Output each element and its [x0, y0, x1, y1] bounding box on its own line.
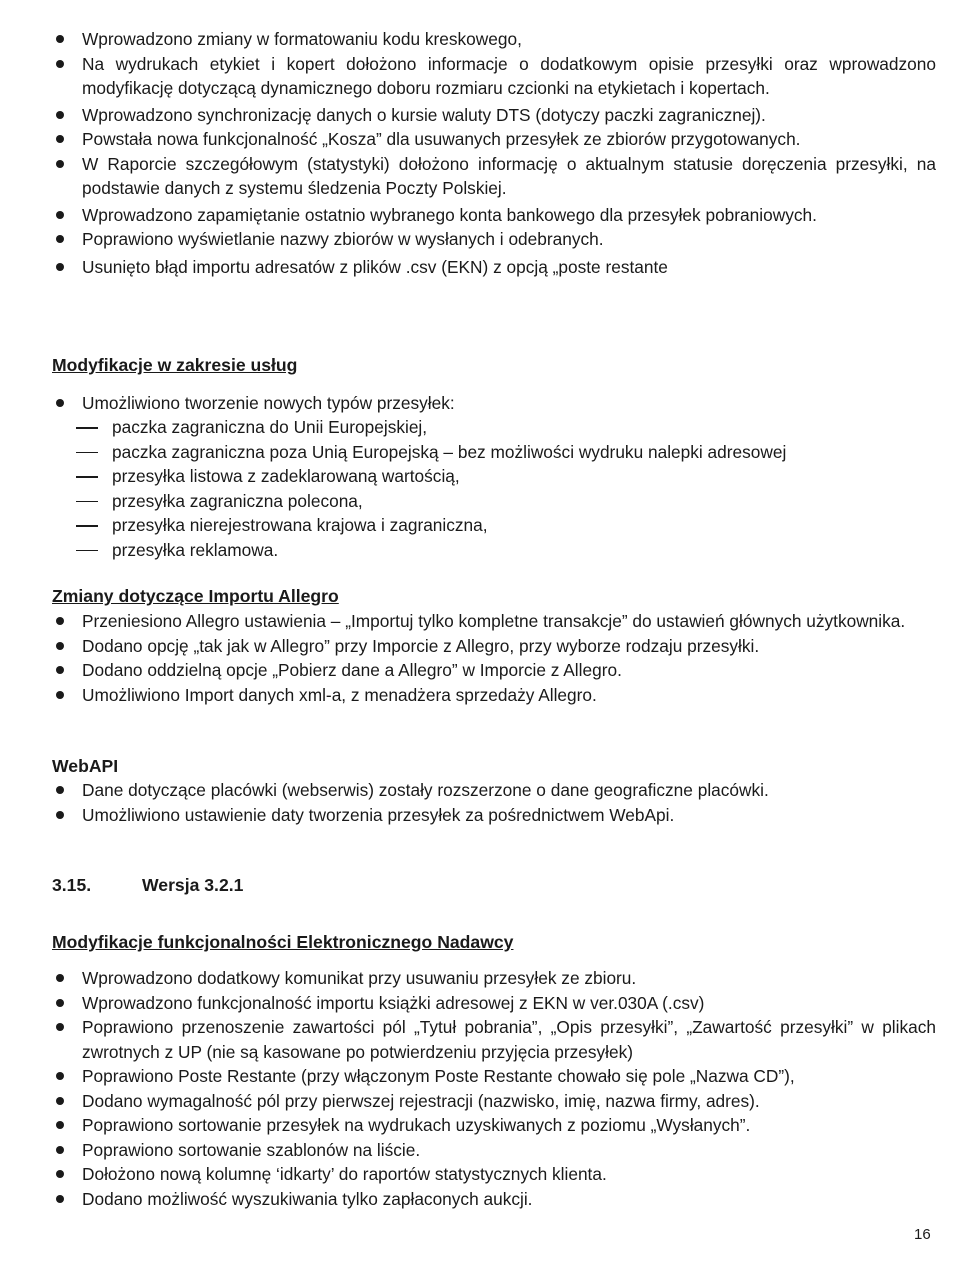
webapi-list: [52, 778, 936, 827]
services-heading: Modyfikacje w zakresie usług: [52, 355, 298, 375]
services-dash-list: [52, 415, 936, 562]
version-number: 3.15.: [52, 875, 92, 895]
list-item: Poprawiono Poste Restante (przy włączonym Poste Restante chowało się pole „Nazwa CD”),: [52, 1064, 936, 1089]
allegro-heading: Zmiany dotyczące Importu Allegro: [52, 586, 339, 606]
list-item: Usunięto błąd importu adresatów z plików .csv (EKN) z opcją „poste restante: [52, 255, 936, 280]
allegro-list: [52, 609, 936, 707]
list-item: Wprowadzono dodatkowy komunikat przy usuwaniu przesyłek ze zbioru.: [52, 966, 936, 991]
list-item: Wprowadzono funkcjonalność importu książki adresowej z EKN w ver.030A (.csv): [52, 991, 936, 1016]
list-item: Wprowadzono synchronizację danych o kursie waluty DTS (dotyczy paczki zagranicznej).: [52, 103, 936, 128]
list-item: Przeniesiono Allegro ustawienia – „Importuj tylko kompletne transakcje” do ustawień głównych użytkownika.: [52, 609, 936, 634]
services-list: [52, 391, 936, 416]
en-list: [52, 966, 936, 1211]
page-number: 16: [914, 1226, 931, 1243]
list-item: Dodano wymagalność pól przy pierwszej rejestracji (nazwisko, imię, nazwa firmy, adres).: [52, 1089, 936, 1114]
list-item: Wprowadzono zapamiętanie ostatnio wybranego konta bankowego dla przesyłek pobraniowych.: [52, 203, 936, 228]
version-title: Wersja 3.2.1: [142, 875, 244, 895]
list-item: Dodano opcję „tak jak w Allegro” przy Imporcie z Allegro, przy wyborze rodzaju przesyłki.: [52, 634, 936, 659]
list-item: Na wydrukach etykiet i kopert dołożono informacje o dodatkowym opisie przesyłki oraz wprowadzono modyfikację dotyczącą dynamicznego doboru rozmiaru czcionki na etykietach i kopertach.: [52, 52, 936, 101]
list-item: Umożliwiono ustawienie daty tworzenia przesyłek za pośrednictwem WebApi.: [52, 803, 936, 828]
list-item: Dodano oddzielną opcje „Pobierz dane a Allegro” w Imporcie z Allegro.: [52, 658, 936, 683]
list-item: Powstała nowa funkcjonalność „Kosza” dla usuwanych przesyłek ze zbiorów przygotowanych.: [52, 127, 936, 152]
version-heading: [52, 873, 243, 897]
list-item: Poprawiono sortowanie przesyłek na wydrukach uzyskiwanych z poziomu „Wysłanych”.: [52, 1113, 936, 1138]
list-item: przesyłka reklamowa.: [52, 538, 936, 563]
list-item: Poprawiono sortowanie szablonów na liście.: [52, 1138, 936, 1163]
intro-list: [52, 27, 936, 279]
list-item: Poprawiono wyświetlanie nazwy zbiorów w wysłanych i odebranych.: [52, 227, 936, 252]
list-item: Dołożono nową kolumnę ‘idkarty’ do raportów statystycznych klienta.: [52, 1162, 936, 1187]
list-item: Umożliwiono tworzenie nowych typów przesyłek:: [52, 391, 936, 416]
list-item: W Raporcie szczegółowym (statystyki) dołożono informację o aktualnym statusie doręczenia przesyłki, na podstawie danych z systemu śledzenia Poczty Polskiej.: [52, 152, 936, 201]
list-item: Umożliwiono Import danych xml-a, z menadżera sprzedaży Allegro.: [52, 683, 936, 708]
list-item: paczka zagraniczna poza Unią Europejską – bez możliwości wydruku nalepki adresowej: [52, 440, 936, 465]
list-item: Dane dotyczące placówki (webserwis) zostały rozszerzone o dane geograficzne placówki.: [52, 778, 936, 803]
en-heading: Modyfikacje funkcjonalności Elektronicznego Nadawcy: [52, 932, 514, 952]
list-item: Dodano możliwość wyszukiwania tylko zapłaconych aukcji.: [52, 1187, 936, 1212]
list-item: przesyłka listowa z zadeklarowaną wartością,: [52, 464, 936, 489]
list-item: paczka zagraniczna do Unii Europejskiej,: [52, 415, 936, 440]
list-item: Wprowadzono zmiany w formatowaniu kodu kreskowego,: [52, 27, 936, 52]
list-item: Poprawiono przenoszenie zawartości pól „Tytuł pobrania”, „Opis przesyłki”, „Zawartość przesyłki” w plikach zwrotnych z UP (nie są kasowane po potwierdzeniu przyjęcia przesyłek): [52, 1015, 936, 1064]
webapi-heading: WebAPI: [52, 756, 119, 776]
list-item: przesyłka zagraniczna polecona,: [52, 489, 936, 514]
list-item: przesyłka nierejestrowana krajowa i zagraniczna,: [52, 513, 936, 538]
